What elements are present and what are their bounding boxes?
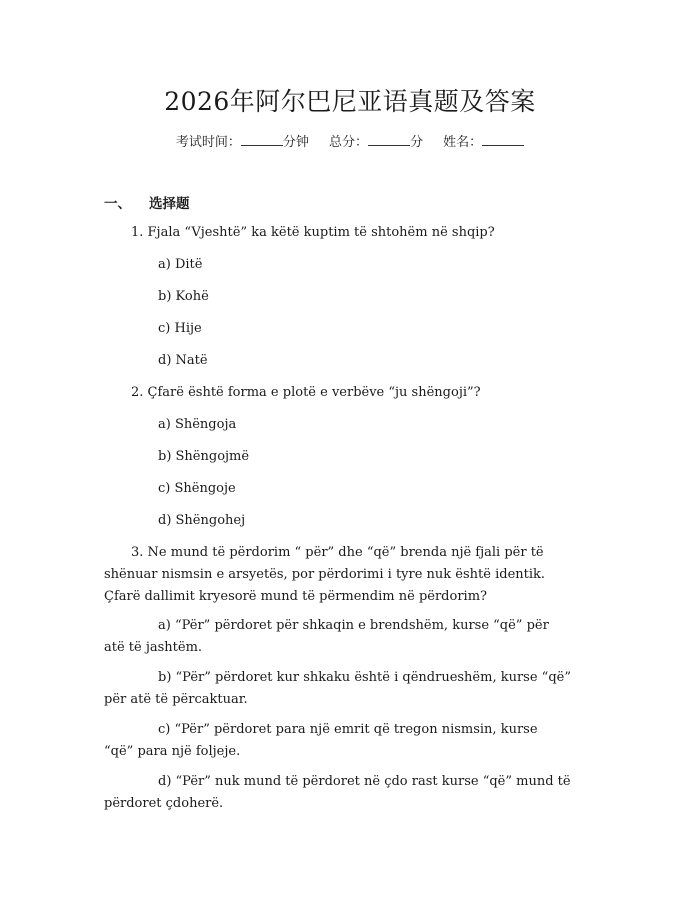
question-3-option-c <box>104 719 600 763</box>
total-score-label: 总分： <box>328 135 368 150</box>
exam-time-unit: 分钟 <box>282 135 309 150</box>
option-c-line-2: “që” para një foljeje. <box>104 744 241 759</box>
exam-info-row <box>0 131 700 150</box>
question-1-option-d: d) Natë <box>158 353 208 368</box>
option-a-line-1: a) “Për” përdoret për shkaqin e brendshëm, kurse “që” për <box>158 618 549 633</box>
question-3-option-d <box>104 771 600 815</box>
option-d-line-2: përdoret çdoherë. <box>104 796 224 811</box>
total-score-blank <box>368 133 410 146</box>
question-2-option-d: d) Shëngohej <box>158 513 246 528</box>
section-title: 选择题 <box>149 196 190 212</box>
section-heading <box>104 192 190 212</box>
question-3-text <box>104 542 600 608</box>
question-1-option-b: b) Kohë <box>158 289 209 304</box>
name-blank <box>482 133 524 146</box>
option-b-line-1: b) “Për” përdoret kur shkaku është i qëndrueshëm, kurse “që” <box>158 670 571 685</box>
option-c-line-1: c) “Për” përdoret para një emrit që tregon nismsin, kurse <box>158 722 538 737</box>
question-3-line-2: shënuar nismsin e arsyetës, por përdorimi i tyre nuk është identik. <box>104 567 546 582</box>
name-field <box>443 135 524 150</box>
question-1-option-c: c) Hije <box>158 321 202 336</box>
question-3-option-a <box>104 615 600 659</box>
option-a-line-2: atë të jashtëm. <box>104 640 203 655</box>
option-b-line-2: për atë të përcaktuar. <box>104 692 248 707</box>
total-score-unit: 分 <box>410 135 424 150</box>
question-3-line-1: 3. Ne mund të përdorim “ për” dhe “që” brenda një fjali për të <box>131 545 544 560</box>
section-number: 一、 <box>104 196 131 212</box>
question-2-option-c: c) Shëngoje <box>158 481 236 496</box>
question-1-text: 1. Fjala “Vjeshtë” ka këtë kuptim të shtohëm në shqip? <box>131 225 495 240</box>
question-2-option-a: a) Shëngoja <box>158 417 237 432</box>
name-label: 姓名： <box>443 135 483 150</box>
question-3-option-b <box>104 667 600 711</box>
exam-time-label: 考试时间： <box>175 135 241 150</box>
exam-time-blank <box>241 133 283 146</box>
question-3-line-3: Çfarë dallimit kryesorë mund të përmendim në përdorim? <box>104 589 487 604</box>
question-2-option-b: b) Shëngojmë <box>158 449 250 464</box>
exam-time-field <box>176 135 309 150</box>
page-title: 2026年阿尔巴尼亚语真题及答案 <box>164 87 536 116</box>
question-1-option-a: a) Ditë <box>158 257 203 272</box>
option-d-line-1: d) “Për” nuk mund të përdoret në çdo rast kurse “që” mund të <box>158 774 571 789</box>
total-score-field <box>329 135 423 150</box>
question-2-text: 2. Çfarë është forma e plotë e verbëve “ju shëngoji”? <box>131 385 481 400</box>
